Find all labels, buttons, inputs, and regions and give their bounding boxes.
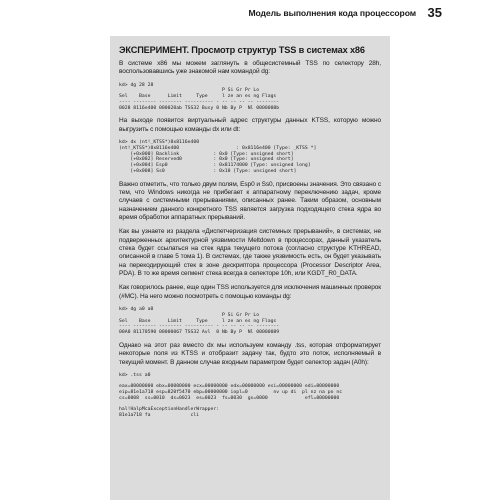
experiment-title: ЭКСПЕРИМЕНТ. Просмотр структур TSS в системах x86 xyxy=(119,45,365,55)
paragraph: Как вы узнаете из раздела «Диспетчеризация системных прерываний», в системах, не подверженных архитектурной уязвимости Meltdown в процессорах, данный указатель стека будет ссылаться на стек ядра текущего потока (согласно структуре KTHREAD, описанной в главе 5 тома 1). В системах, где также уязвимость есть, он будет указывать на перекодирующий стек в зоне дескриптора процессора (Processor Descriptor Area, PDA). В то же время сегмент стека всегда в селекторе 10h, или KGDT_R0_DATA. xyxy=(119,228,381,278)
paragraph: Однако на этот раз вместо dx мы используем команду .tss, которая отформатирует некоторые поля из KTSS и отобразит задачу так, будто это поток, исполняемый в текущий момент. В данном случае входным параметром будет селектор задач (A0h): xyxy=(119,341,381,366)
paragraph: Как говорилось ранее, еще один TSS используется для исключения машинных проверок (#MC). На него можно посмотреть с помощью команды dg: xyxy=(119,284,381,300)
paragraph: На выходе появится виртуальный адрес структуры данных KTSS, которую можно выгрузить с помощью команды dx или dt: xyxy=(119,117,381,133)
code-block: kd> dx (nt!_KTSS*)0x8116e400 (nt!_KTSS*)0x8116e400 : 0x8116e400 [Type: _KTSS *] [+0x000] Backlink : 0x0 [Type: unsigned short] [+0x002] Reserved0 : 0x0 [Type: unsigned short] [+0x004] Esp0 : 0x81174000 [Type: unsigned long] [+0x008] Ss0 : 0x10 [Type: unsigned short] xyxy=(119,140,317,174)
experiment-sidebar xyxy=(110,36,390,500)
paragraph: Важно отметить, что только двум полям, Esp0 и Ss0, присвоены значения. Это связано с тем, что Windows никогда не прибегает к аппаратному переключению задач, кроме случаев с системными прерываниями, описанных ранее. Таким образом, основным назначением данного конкретного TSS является загрузка подходящего стека ядра во время обработки аппаратных прерываний. xyxy=(119,180,381,221)
running-title: Модель выполнения кода процессором xyxy=(248,8,416,18)
page-number: 35 xyxy=(427,5,442,20)
code-block: kd> dg 28 28 P Si Gr Pr Lo Sel Base Limit Type l ze an es ng Flags ---- -------- -------- ---------- - -- -- -- -- -------- 0028 8116e400 000020ab TSS32 Busy 0 Nb By P Nl 0000008b xyxy=(119,82,280,111)
page-header xyxy=(0,0,500,30)
code-block: kd> .tss a0 eax=00000000 ebx=00000000 ecx=00000000 edx=00000000 esi=00000000 edi=00000000 eip=81e1a718 esp=820f5470 ebp=00000000 iopl=0 nv up di pl nz na po nc cs=0008 ss=0010 ds=0023 es=0023 fs=0030 gs=0000 efl=00000000 hal!HalpMcaExceptionHandlerWrapper: 81e1a718 fa cli xyxy=(119,372,343,419)
paragraph: В системе x86 мы можем заглянуть в общесистемный TSS по селектору 28h, воспользовавшись уже знакомой нам командой dg: xyxy=(119,60,381,76)
code-block: kd> dg a0 a0 P Si Gr Pr Lo Sel Base Limit Type l ze an es ng Flags ---- -------- -------- ---------- - -- -- -- -- -------- 00A0 81170590 00000067 TSS32 Avl 0 Nb By P Nl 00000089 xyxy=(119,307,280,336)
sidebar-body xyxy=(119,60,381,419)
